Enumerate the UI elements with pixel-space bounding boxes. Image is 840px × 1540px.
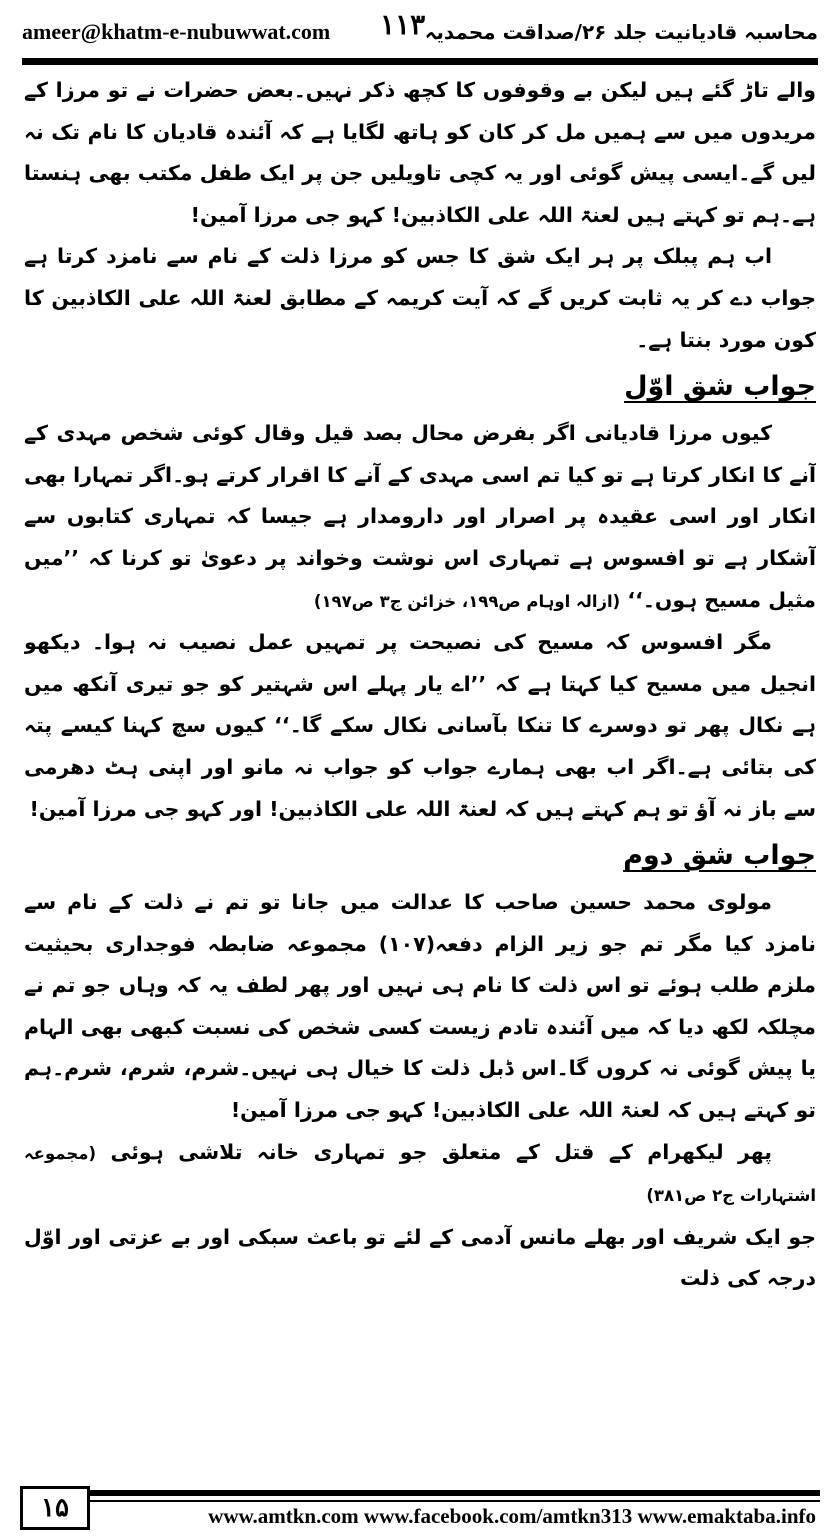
section-1-paragraph-2: مگر افسوس کہ مسیح کی نصیحت پر تمہیں عمل نصیب نہ ہوا۔ دیکھو انجیل میں مسیح کیا کہتا ہے کہ ’’اے یار پہلے اس شہتیر کو جو تیری آنکھ میں ہے نکال پھر تو دوسرے کا تنکا بآسانی نکال سکے گا۔‘‘ کیوں سچ کہنا کیسے پتہ کی بتائی ہے۔اگر اب بھی ہمارے جواب کو جواب نہ مانو اور اپنی ہٹ دھرمی سے باز نہ آؤ تو ہم کہتے ہیں کہ لعنۃ اللہ علی الکاذبین! اور کہو جی مرزا آمین!	[24, 630, 816, 821]
header-book-title: محاسبہ قادیانیت جلد ۲۶/صداقت محمدیہ	[424, 20, 818, 44]
header-rule	[22, 58, 818, 65]
reference-citation-2: (مجموعہ اشتہارات ج۲ ص۳۸۱)	[24, 1143, 816, 1206]
footer-website-links: www.amtkn.com www.facebook.com/amtkn313 www.emaktaba.info	[208, 1504, 816, 1528]
section-2-paragraph-3: جو ایک شریف اور بھلے مانس آدمی کے لئے تو باعث سبکی اور بے عزتی اور اوّل درجہ کی ذلت	[24, 1224, 816, 1291]
page-footer	[20, 1486, 820, 1530]
section-heading-2: جواب شق دوم	[623, 840, 816, 872]
reference-citation-1: (ازالہ اوہام ص۱۹۹، خزائن ج۳ ص۱۹۷)	[313, 591, 621, 611]
header-email: ameer@khatm-e-nubuwwat.com	[22, 19, 331, 44]
header-page-number: ۱۱۳	[380, 8, 426, 41]
footer-rule-thin	[90, 1500, 820, 1502]
page-body	[24, 70, 816, 1460]
section-1-paragraph-text: کیوں مرزا قادیانی اگر بفرض محال بصد قیل وقال کوئی شخص مہدی کے آنے کا انکار کرتا ہے تو کیا تم اسی مہدی کے آنے کا اقرار کرتے ہو۔اگر تمہارا بھی انکار اور اسی عقیدہ پر اصرار اور دارومدار ہے جیسا کہ تمہاری کتابوں سے آشکار ہے تو افسوس ہے تمہاری اس نوشت وخواند پر دعویٰ تو کرنا کہ ’’میں مثیل مسیح ہوں۔‘‘	[24, 421, 816, 612]
section-2-paragraph: مولوی محمد حسین صاحب کا عدالت میں جانا تو تم نے ذلت کے نام سے نامزد کیا مگر تم جو زیر الزام دفعہ(۱۰۷) مجموعہ ضابطہ فوجداری بحیثیت ملزم طلب ہوئے تو اس ذلت کا نام ہی نہیں اور پھر لطف یہ کہ وہاں جو تم نے مچلکہ لکھ دیا کہ میں آئندہ تادم زیست کسی شخص کی نسبت کبھی بھی الہام یا پیش گوئی نہ کروں گا۔اس ڈبل ذلت کا خیال ہی نہیں۔شرم، شرم، شرم۔ہم تو کہتے ہیں کہ لعنۃ اللہ علی الکاذبین! کہو جی مرزا آمین!	[24, 890, 816, 1123]
body-paragraph-2: اب ہم پبلک پر ہر ایک شق کا جس کو مرزا ذلت کے نام سے نامزد کرتا ہے جواب دے کر یہ ثابت کریں گے کہ آیت کریمہ کے مطابق لعنۃ اللہ علی الکاذبین کا کون مورد بنتا ہے۔	[24, 244, 816, 352]
footer-rule-thick	[90, 1490, 820, 1496]
body-paragraph-1: والے تاڑ گئے ہیں لیکن بے وقوفوں کا کچھ ذکر نہیں۔بعض حضرات نے تو مرزا کے مریدوں میں سے ہمیں مل کر کان کو ہاتھ لگایا ہے کہ آئندہ قادیان کا نام تک نہ لیں گے۔ایسی پیش گوئی اور یہ کچی تاویلیں جن پر ایک طفل مکتب بھی ہنستا ہے۔ہم تو کہتے ہیں لعنۃ اللہ علی الکاذبین! کہو جی مرزا آمین!	[24, 78, 816, 227]
section-heading-1: جواب شق اوّل	[624, 371, 816, 403]
section-2-paragraph-2	[24, 1132, 816, 1217]
section-2-paragraph-2-text: پھر لیکھرام کے قتل کے متعلق جو تمہاری خانہ تلاشی ہوئی	[110, 1139, 773, 1164]
section-1-paragraph	[24, 413, 816, 622]
footer-page-number: ۱۵	[20, 1486, 90, 1530]
